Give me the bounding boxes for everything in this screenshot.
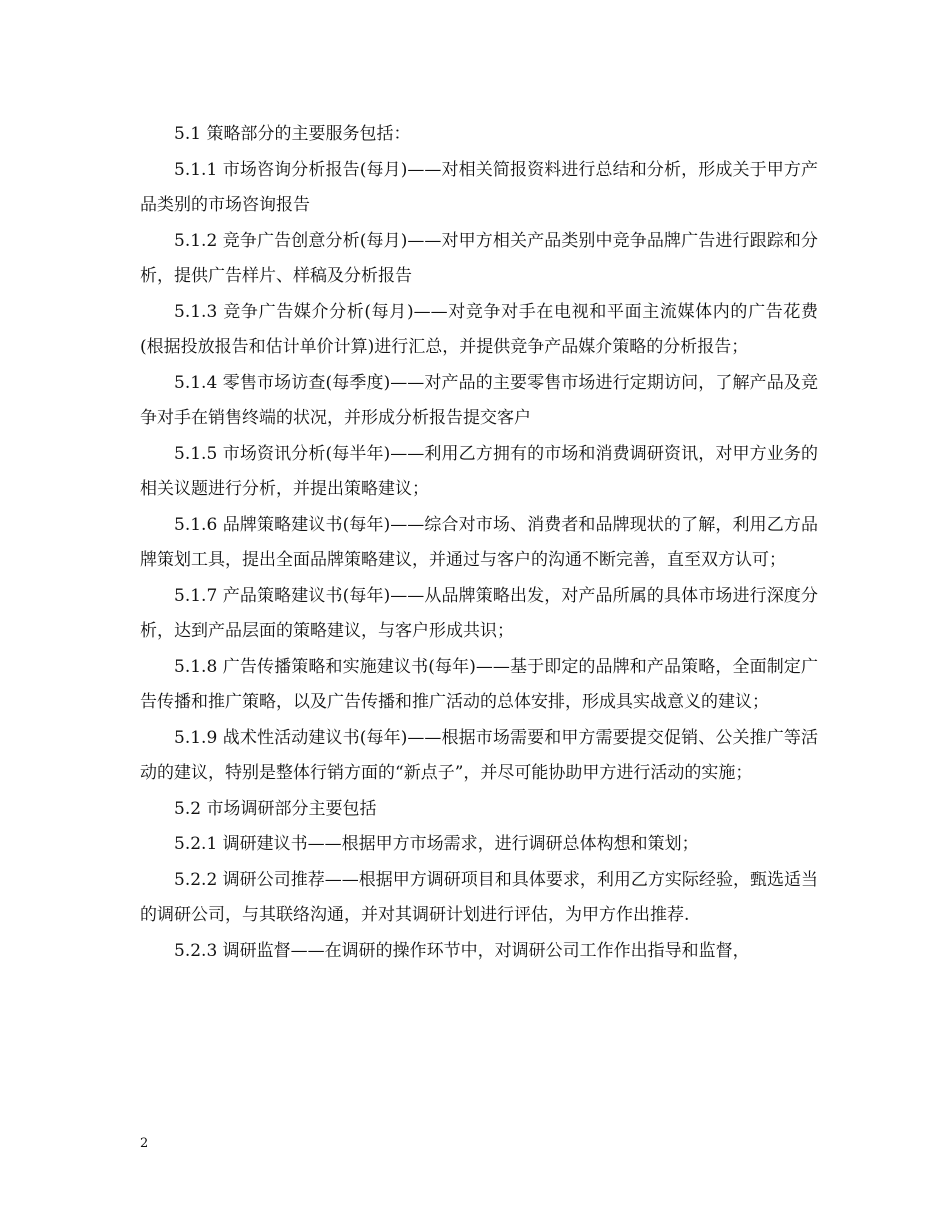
paragraph-5-1-5: 5.1.5 市场资讯分析(每半年)——利用乙方拥有的市场和消费调研资讯，对甲方业务的相关议题进行分析，并提出策略建议； bbox=[140, 443, 818, 499]
paragraph-5-1-3: 5.1.3 竞争广告媒介分析(每月)——对竞争对手在电视和平面主流媒体内的广告花费(根据投放报告和估计单价计算)进行汇总，并提供竞争产品媒介策略的分析报告； bbox=[140, 301, 818, 357]
page-number: 2 bbox=[140, 1136, 149, 1151]
paragraph-5-1-8: 5.1.8 广告传播策略和实施建议书(每年)——基于即定的品牌和产品策略，全面制定广告传播和推广策略，以及广告传播和推广活动的总体安排，形成具实战意义的建议； bbox=[140, 656, 818, 712]
paragraph-5-1: 5.1 策略部分的主要服务包括： bbox=[174, 124, 411, 144]
paragraph-5-2-2: 5.2.2 调研公司推荐——根据甲方调研项目和具体要求，利用乙方实际经验，甄选适当的调研公司，与其联络沟通，并对其调研计划进行评估，为甲方作出推荐. bbox=[140, 869, 818, 925]
paragraph-5-2-3: 5.2.3 调研监督——在调研的操作环节中，对调研公司工作作出指导和监督， bbox=[174, 940, 750, 961]
paragraph-5-1-4: 5.1.4 零售市场访查(每季度)——对产品的主要零售市场进行定期访问，了解产品及竞争对手在销售终端的状况，并形成分析报告提交客户 bbox=[140, 372, 818, 428]
paragraph-5-2-1: 5.2.1 调研建议书——根据甲方市场需求，进行调研总体构想和策划； bbox=[174, 834, 699, 854]
paragraph-5-1-7: 5.1.7 产品策略建议书(每年)——从品牌策略出发，对产品所属的具体市场进行深度分析，达到产品层面的策略建议，与客户形成共识； bbox=[140, 585, 818, 641]
document-body bbox=[140, 117, 818, 969]
paragraph-5-2: 5.2 市场调研部分主要包括 bbox=[174, 798, 377, 819]
paragraph-5-1-2: 5.1.2 竞争广告创意分析(每月)——对甲方相关产品类别中竞争品牌广告进行跟踪和分析，提供广告样片、样稿及分析报告 bbox=[140, 230, 818, 286]
paragraph-5-1-6: 5.1.6 品牌策略建议书(每年)——综合对市场、消费者和品牌现状的了解，利用乙方品牌策划工具，提出全面品牌策略建议，并通过与客户的沟通不断完善，直至双方认可； bbox=[140, 514, 818, 570]
paragraph-5-1-9: 5.1.9 战术性活动建议书(每年)——根据市场需要和甲方需要提交促销、公关推广等活动的建议，特别是整体行销方面的“新点子”，并尽可能协助甲方进行活动的实施； bbox=[140, 727, 818, 783]
paragraph-5-1-1: 5.1.1 市场咨询分析报告(每月)——对相关简报资料进行总结和分析，形成关于甲方产品类别的市场咨询报告 bbox=[140, 159, 818, 215]
